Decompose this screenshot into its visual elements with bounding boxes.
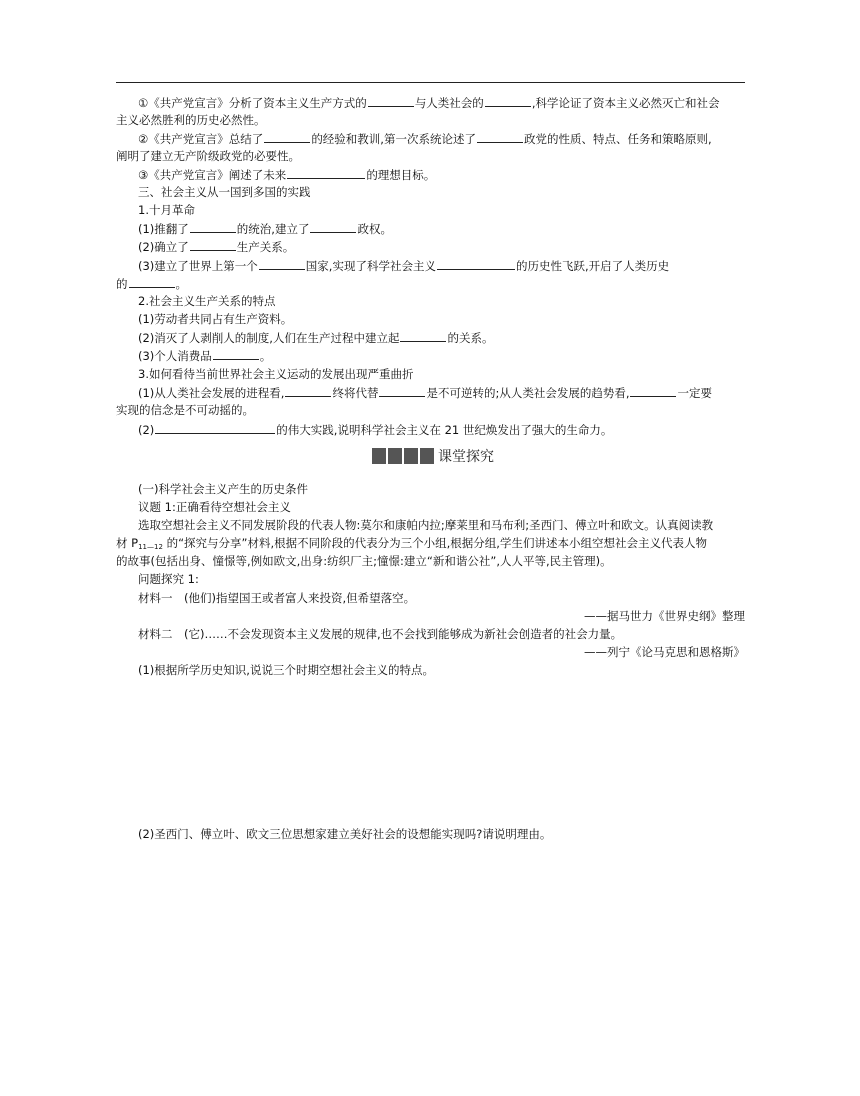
subsection-1-title: 1.十月革命 — [138, 203, 195, 217]
text: 与人类社会的 — [414, 96, 484, 110]
review-s3-1-cont: 实现的信念是不可动摇的。 — [116, 403, 254, 417]
fill-blank — [310, 220, 356, 233]
explore-paragraph-line-1: 选取空想社会主义不同发展阶段的代表人物:莫尔和康帕内拉;摩莱里和马布利;圣西门、傅立叶和欧文。认真阅读教 — [138, 518, 714, 532]
fill-blank — [264, 130, 310, 143]
text: ②《共产党宣言》总结了 — [138, 132, 264, 146]
topic-title: 议题 1:正确看待空想社会主义 — [138, 500, 291, 514]
review-s3-2 — [116, 421, 745, 438]
top-rule — [116, 82, 745, 83]
text: 的理想目标。 — [366, 168, 436, 182]
review-s1-2 — [116, 238, 745, 255]
review-line-4: 阐明了建立无产阶级政党的必要性。 — [116, 149, 300, 163]
text: 的伟大实践,说明科学社会主义在 21 世纪焕发出了强大的生命力。 — [276, 423, 613, 437]
text: (3)个人消费品 — [138, 349, 212, 363]
review-s1-1 — [116, 220, 745, 237]
text: (2) — [138, 423, 155, 437]
review-s2-2 — [116, 329, 745, 346]
text: 生产关系。 — [236, 240, 295, 254]
material-2: 材料二 (它)……不会发现资本主义发展的规律,也不会找到能够成为新社会创造者的社会力量。 — [138, 627, 623, 641]
fill-blank — [190, 238, 236, 251]
explore-title: (一)科学社会主义产生的历史条件 — [138, 482, 308, 496]
review-line-5 — [116, 166, 745, 183]
review-s2-3 — [116, 347, 745, 364]
fill-blank — [368, 94, 414, 107]
text: 的经验和教训,第一次系统论述了 — [311, 132, 476, 146]
fill-blank — [259, 257, 305, 270]
fill-blank — [437, 257, 515, 270]
subsection-3-title: 3.如何看待当前世界社会主义运动的发展出现严重曲折 — [138, 367, 414, 381]
review-s2-1: (1)劳动者共同占有生产资料。 — [138, 312, 293, 326]
text: 的历史性飞跃,开启了人类历史 — [515, 259, 670, 273]
heading-block — [404, 448, 418, 464]
material-2-source: ——列宁《论马克思和恩格斯》 — [584, 645, 745, 659]
fill-blank — [630, 384, 676, 397]
section-heading — [372, 446, 494, 466]
heading-block — [420, 448, 434, 464]
fill-blank — [155, 421, 275, 434]
material-1: 材料一 (他们)指望国王或者富人来投资,但希望落空。 — [138, 591, 416, 605]
text: ①《共产党宣言》分析了资本主义生产方式的 — [138, 96, 367, 110]
text: 终将代替 — [332, 386, 379, 400]
text: (3)建立了世界上第一个 — [138, 259, 258, 273]
section-heading-text: 课堂探究 — [438, 449, 494, 465]
text: 政党的性质、特点、任务和策略原则, — [523, 132, 712, 146]
text: 的关系。 — [447, 331, 494, 345]
review-s3-1 — [116, 384, 745, 401]
review-s1-3 — [116, 257, 745, 274]
text: 。 — [175, 277, 187, 291]
text: 的 — [116, 277, 128, 291]
fill-blank — [213, 347, 259, 360]
text: (1)从人类社会发展的进程看, — [138, 386, 285, 400]
text: 的统治,建立了 — [236, 222, 310, 236]
section-3-title: 三、社会主义从一国到多国的实践 — [138, 185, 311, 199]
subsection-2-title: 2.社会主义生产关系的特点 — [138, 294, 276, 308]
review-line-3 — [116, 130, 745, 147]
text: 材 P — [116, 536, 139, 550]
text: 。 — [259, 349, 272, 363]
page-range: 11—12 — [138, 543, 163, 551]
fill-blank — [190, 220, 236, 233]
text: (2)确立了 — [138, 240, 189, 254]
text: 的“探究与分享”材料,根据不同阶段的代表分为三个小组,根据分组,学生们讲述本小组空想社会主义代表人物 — [162, 536, 707, 550]
text: 一定要 — [677, 386, 712, 400]
text: 是不可逆转的;从人类社会发展的趋势看, — [426, 386, 630, 400]
fill-blank — [285, 384, 331, 397]
text: ③《共产党宣言》阐述了未来 — [138, 168, 287, 182]
heading-block — [388, 448, 402, 464]
explore-paragraph-line-3: 的故事(包括出身、憧憬等,例如欧文,出身:纺织厂主;憧憬:建立“新和谐公社”,人人平等,民主管理)。 — [116, 554, 612, 568]
fill-blank — [129, 275, 175, 288]
question-2: (2)圣西门、傅立叶、欧文三位思想家建立美好社会的设想能实现吗?请说明理由。 — [138, 827, 552, 841]
heading-block — [372, 448, 386, 464]
text: 国家,实现了科学社会主义 — [305, 259, 436, 273]
question-1: (1)根据所学历史知识,说说三个时期空想社会主义的特点。 — [138, 663, 434, 677]
material-1-source: ——据马世力《世界史纲》整理 — [584, 609, 745, 623]
text: 政权。 — [357, 222, 392, 236]
explore-paragraph-line-2 — [116, 535, 745, 555]
review-line-2: 主义必然胜利的历史必然性。 — [116, 113, 266, 127]
fill-blank — [379, 384, 425, 397]
review-line-1 — [116, 94, 745, 111]
text: (1)推翻了 — [138, 222, 189, 236]
review-s1-3-cont — [116, 275, 745, 292]
text: ,科学论证了资本主义必然灭亡和社会 — [531, 96, 720, 110]
text: (2)消灭了人剥削人的制度,人们在生产过程中建立起 — [138, 331, 400, 345]
fill-blank — [485, 94, 531, 107]
fill-blank — [477, 130, 523, 143]
fill-blank — [400, 329, 446, 342]
fill-blank — [287, 166, 365, 179]
question-heading: 问题探究 1: — [138, 572, 199, 586]
